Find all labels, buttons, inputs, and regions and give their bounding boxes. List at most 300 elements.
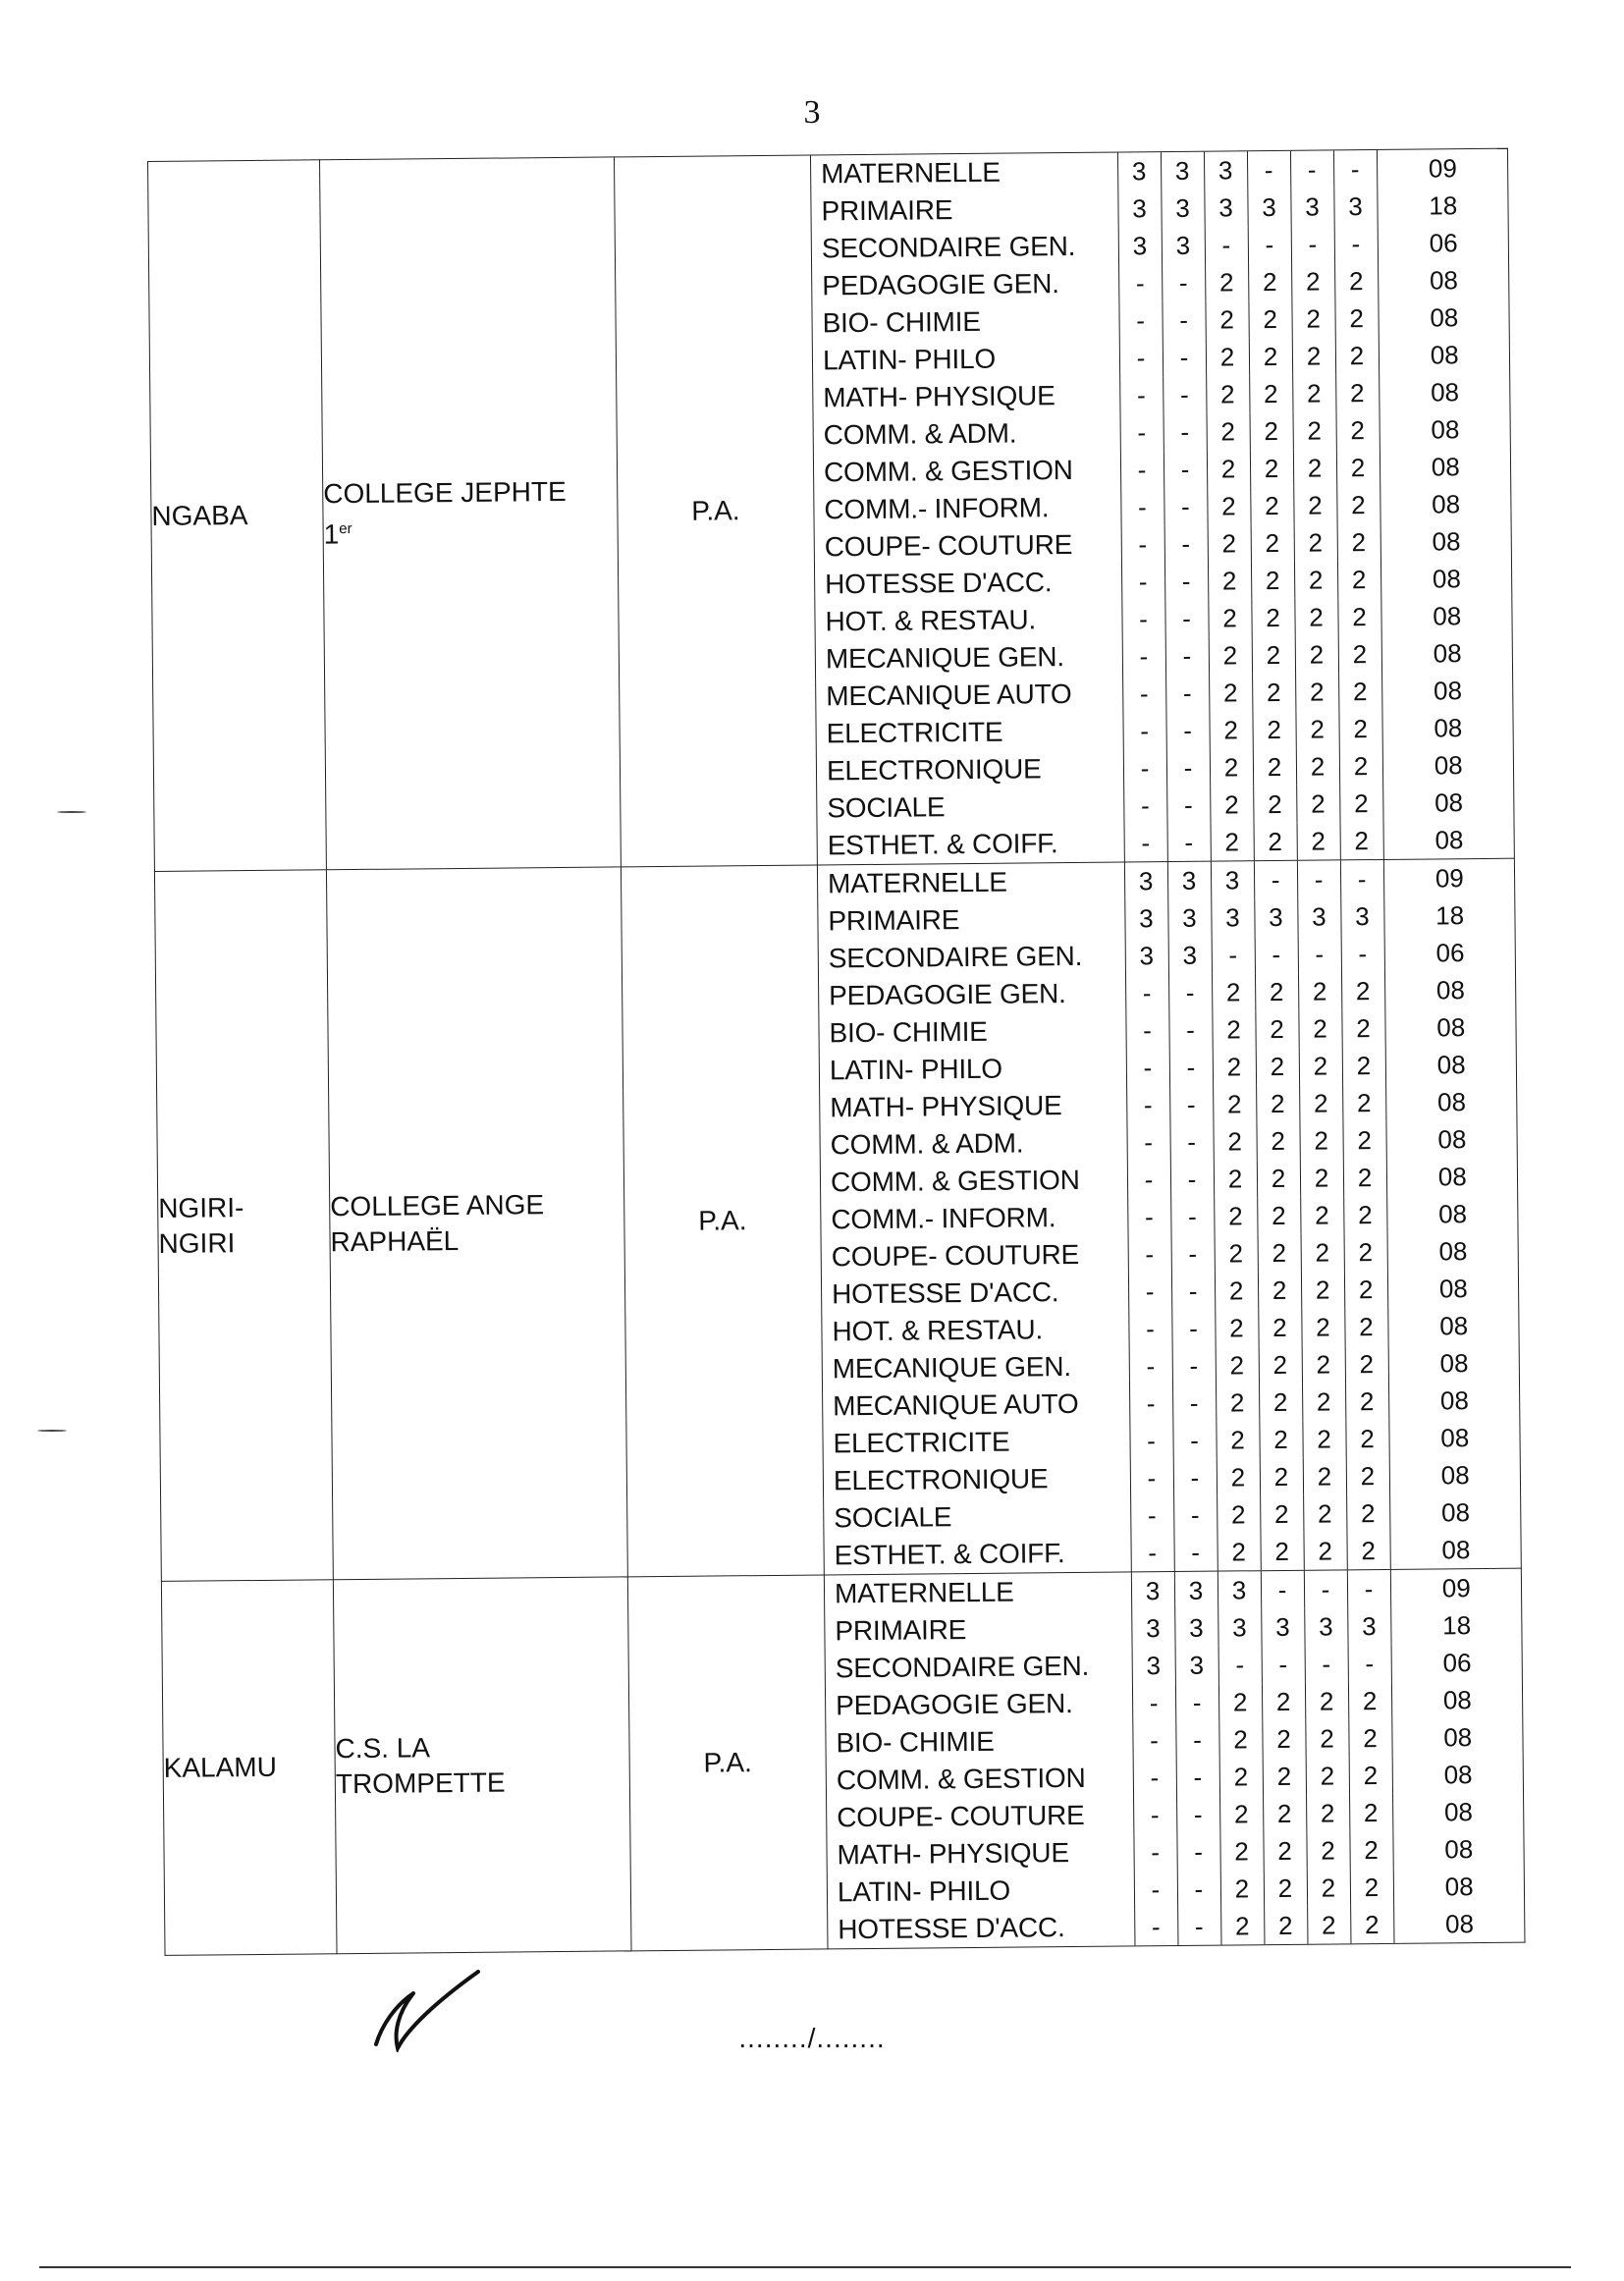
class-count: -: [1125, 1011, 1168, 1049]
option-name: COMM. & GESTION: [836, 1762, 1086, 1796]
class-count: 3: [1161, 152, 1204, 190]
class-count: -: [1173, 1459, 1217, 1496]
option-name: BIO- CHIMIE: [836, 1725, 995, 1759]
class-count: 2: [1345, 1345, 1388, 1383]
total-count: 08: [1381, 672, 1513, 710]
class-count: 3: [1161, 190, 1204, 227]
class-count: 2: [1208, 562, 1251, 599]
class-count: 3: [1167, 899, 1211, 937]
class-count: 2: [1294, 598, 1337, 635]
class-count: -: [1165, 637, 1209, 675]
commune-name: NGABA: [151, 500, 248, 531]
class-count: -: [1121, 525, 1164, 563]
total-count: 08: [1385, 1046, 1517, 1084]
class-count: -: [1164, 563, 1208, 600]
school-name-text: TROMPETTE: [335, 1766, 506, 1800]
class-count: 2: [1296, 747, 1339, 785]
class-count: 2: [1209, 636, 1252, 674]
class-count: -: [1248, 226, 1291, 263]
class-count: -: [1133, 1796, 1176, 1833]
option-name: MATERNELLE: [834, 1576, 1014, 1609]
total-count: 08: [1392, 1756, 1524, 1794]
total-count: 08: [1392, 1793, 1524, 1831]
total-count: 18: [1377, 187, 1508, 225]
class-count: -: [1340, 860, 1383, 897]
total-count: 09: [1390, 1569, 1522, 1607]
class-count: 2: [1214, 1197, 1257, 1234]
class-count: 2: [1253, 786, 1296, 823]
class-count: -: [1172, 1347, 1216, 1385]
class-count: 2: [1250, 412, 1293, 450]
class-count: -: [1127, 1161, 1170, 1198]
options-table: [811, 149, 1515, 865]
option-name: SECONDAIRE GEN.: [821, 230, 1076, 264]
option-name: MECANIQUE AUTO: [833, 1387, 1079, 1422]
class-count: -: [1118, 301, 1162, 339]
class-count: -: [1291, 225, 1334, 262]
option-name: ELECTRICITE: [833, 1426, 1010, 1459]
class-count: -: [1305, 1645, 1348, 1682]
class-count: -: [1175, 1721, 1218, 1759]
class-count: 2: [1338, 635, 1381, 673]
commune-cell: [148, 160, 327, 872]
class-count: 3: [1174, 1572, 1218, 1609]
class-count: 2: [1209, 674, 1252, 711]
option-name: ESTHET. & COIFF.: [827, 828, 1058, 861]
option-name: MATH- PHYSIQUE: [830, 1090, 1062, 1123]
class-count: -: [1122, 675, 1165, 712]
option-name: MATH- PHYSIQUE: [837, 1837, 1069, 1871]
class-count: 2: [1298, 1009, 1341, 1047]
option-name: SECONDAIRE GEN.: [828, 940, 1083, 974]
class-count: 3: [1247, 189, 1290, 226]
class-count: 2: [1303, 1494, 1346, 1532]
class-count: 2: [1348, 1719, 1391, 1757]
class-count: -: [1165, 712, 1209, 749]
class-count: 2: [1208, 524, 1251, 562]
options-cell: [810, 148, 1514, 865]
total-count: 08: [1378, 261, 1509, 299]
class-count: -: [1165, 675, 1209, 712]
class-count: 2: [1213, 1048, 1256, 1085]
class-count: -: [1175, 1684, 1218, 1721]
total-count: 06: [1391, 1644, 1523, 1682]
status-cell: [627, 1575, 828, 1951]
class-count: 2: [1219, 1832, 1263, 1870]
class-count: 2: [1349, 1831, 1392, 1869]
options-table: [825, 1569, 1526, 1949]
class-count: 2: [1341, 972, 1384, 1009]
class-count: 3: [1117, 190, 1161, 227]
class-count: 2: [1257, 1197, 1300, 1234]
total-count: 09: [1383, 859, 1515, 897]
class-count: 2: [1299, 1047, 1342, 1084]
commune-name: NGIRI-: [158, 1192, 244, 1223]
bottom-rule: [39, 2266, 1571, 2268]
class-count: 2: [1250, 487, 1293, 524]
option-name: PEDAGOGIE GEN.: [829, 978, 1066, 1011]
school-name-suffix: er: [339, 520, 352, 538]
class-count: 2: [1305, 1719, 1348, 1757]
option-name: ESTHET. & COIFF.: [834, 1538, 1065, 1571]
option-name: ELECTRONIQUE: [826, 753, 1042, 787]
class-count: -: [1171, 1310, 1215, 1347]
class-count: 2: [1260, 1495, 1303, 1533]
class-count: 2: [1218, 1683, 1262, 1720]
class-count: 2: [1307, 1906, 1350, 1943]
option-row: [828, 1905, 1525, 1949]
total-count: 08: [1387, 1270, 1519, 1308]
class-count: 2: [1299, 1121, 1342, 1159]
total-count: 08: [1380, 522, 1512, 561]
class-count: 3: [1211, 861, 1254, 898]
class-count: -: [1163, 339, 1206, 376]
class-count: 2: [1339, 747, 1382, 785]
total-count: 08: [1380, 485, 1511, 523]
class-count: 3: [1204, 151, 1247, 189]
option-name: MATH- PHYSIQUE: [823, 380, 1056, 413]
class-count: -: [1166, 749, 1210, 787]
class-count: -: [1172, 1385, 1216, 1422]
class-count: 2: [1259, 1346, 1302, 1384]
school-cell: [326, 867, 627, 1580]
option-name: HOT. & RESTAU.: [832, 1314, 1044, 1347]
class-count: 3: [1290, 188, 1333, 225]
class-count: 3: [1218, 1608, 1261, 1646]
total-count: 08: [1384, 971, 1516, 1009]
class-count: 2: [1217, 1495, 1260, 1533]
class-count: -: [1164, 600, 1208, 637]
class-count: -: [1347, 1570, 1390, 1607]
option-name: COMM. & GESTION: [823, 454, 1073, 488]
class-count: 2: [1213, 1122, 1256, 1160]
class-count: 2: [1301, 1308, 1344, 1345]
commune-cell: [154, 870, 333, 1582]
class-count: 2: [1298, 972, 1341, 1009]
total-count: 08: [1387, 1307, 1519, 1345]
class-count: -: [1261, 1571, 1304, 1608]
total-count: 08: [1393, 1868, 1525, 1906]
school-name-text: C.S. LA: [335, 1732, 431, 1765]
class-count: -: [1122, 637, 1165, 675]
class-count: -: [1212, 936, 1255, 973]
class-count: 2: [1301, 1271, 1344, 1308]
class-count: 3: [1347, 1607, 1390, 1645]
class-count: 2: [1212, 973, 1255, 1010]
total-count: 08: [1386, 1195, 1518, 1233]
class-count: -: [1348, 1645, 1391, 1682]
class-count: 2: [1220, 1907, 1264, 1944]
class-count: -: [1173, 1496, 1217, 1534]
class-count: 2: [1210, 786, 1253, 823]
class-count: 2: [1262, 1683, 1305, 1720]
class-count: -: [1205, 226, 1248, 263]
class-count: 2: [1251, 524, 1294, 562]
class-count: -: [1176, 1759, 1219, 1796]
class-count: 2: [1252, 711, 1295, 748]
option-name: COMM. & ADM.: [830, 1127, 1024, 1161]
class-count: -: [1125, 974, 1168, 1011]
class-count: -: [1176, 1796, 1219, 1833]
class-count: 2: [1206, 338, 1249, 375]
class-count: 3: [1175, 1647, 1218, 1684]
class-count: -: [1164, 525, 1208, 563]
total-count: 08: [1393, 1905, 1525, 1943]
class-count: 2: [1340, 822, 1383, 859]
class-count: 2: [1343, 1159, 1386, 1196]
options-table: [818, 859, 1522, 1575]
class-count: 3: [1218, 1571, 1261, 1608]
class-count: -: [1119, 376, 1163, 413]
option-name: MATERNELLE: [821, 156, 1001, 190]
total-count: 18: [1390, 1606, 1522, 1645]
status-label: P.A.: [698, 1205, 747, 1236]
class-count: 3: [1132, 1647, 1175, 1684]
class-count: -: [1120, 413, 1164, 451]
class-count: 2: [1207, 487, 1250, 524]
class-count: -: [1121, 563, 1164, 600]
class-count: 2: [1218, 1720, 1262, 1758]
class-count: -: [1164, 413, 1207, 451]
option-row: [818, 821, 1515, 865]
class-count: -: [1341, 935, 1384, 972]
class-count: 2: [1295, 673, 1338, 710]
option-name: COUPE- COUTURE: [837, 1799, 1085, 1833]
class-count: -: [1132, 1721, 1175, 1759]
class-count: 2: [1336, 411, 1380, 449]
school-name-text: 1: [323, 518, 340, 550]
class-count: 3: [1167, 862, 1211, 899]
option-name: COMM. & GESTION: [830, 1164, 1080, 1198]
class-count: 2: [1303, 1532, 1346, 1569]
class-count: 2: [1346, 1457, 1389, 1494]
options-cell: [824, 1568, 1525, 1949]
class-count: 2: [1342, 1047, 1385, 1084]
class-count: 2: [1294, 561, 1337, 598]
status-label: P.A.: [691, 495, 740, 526]
total-count: 08: [1380, 448, 1511, 486]
class-count: 2: [1291, 299, 1334, 337]
total-count: 08: [1389, 1456, 1521, 1494]
class-count: 2: [1255, 973, 1298, 1010]
class-count: 3: [1124, 862, 1167, 899]
class-count: 2: [1249, 338, 1292, 375]
class-count: 2: [1291, 262, 1334, 299]
option-name: SECONDAIRE GEN.: [835, 1650, 1090, 1684]
school-name: [330, 1186, 623, 1224]
class-count: 2: [1342, 1121, 1385, 1159]
class-count: 2: [1346, 1494, 1389, 1532]
class-count: 2: [1335, 374, 1379, 411]
class-count: 2: [1263, 1758, 1306, 1795]
class-count: 2: [1293, 449, 1336, 486]
option-row: [824, 1531, 1521, 1575]
class-count: 2: [1300, 1159, 1343, 1196]
class-count: 3: [1125, 937, 1168, 974]
class-count: 2: [1349, 1757, 1392, 1794]
class-count: 2: [1297, 822, 1340, 859]
class-count: 2: [1250, 450, 1293, 487]
class-count: 2: [1258, 1272, 1301, 1309]
option-name: LATIN- PHILO: [829, 1053, 1003, 1086]
class-count: 2: [1294, 523, 1337, 561]
option-name: PRIMAIRE: [835, 1614, 967, 1647]
total-count: 09: [1377, 149, 1508, 188]
class-count: 2: [1213, 1085, 1256, 1122]
total-count: 08: [1378, 299, 1509, 337]
class-count: -: [1297, 860, 1340, 897]
class-count: 2: [1344, 1308, 1387, 1345]
class-count: 2: [1344, 1271, 1387, 1308]
status-label: P.A.: [703, 1747, 752, 1778]
class-count: -: [1130, 1459, 1173, 1496]
total-count: 08: [1380, 597, 1512, 635]
school-cell: [319, 157, 621, 870]
class-count: 2: [1219, 1795, 1263, 1832]
class-count: -: [1133, 1833, 1176, 1871]
class-count: 2: [1251, 599, 1294, 636]
total-count: 08: [1392, 1830, 1524, 1869]
class-count: 2: [1205, 300, 1248, 338]
class-count: -: [1163, 376, 1206, 413]
class-count: 2: [1256, 1048, 1299, 1085]
total-count: 08: [1379, 336, 1510, 374]
class-count: -: [1177, 1871, 1220, 1908]
class-count: -: [1334, 225, 1378, 262]
option-name: BIO- CHIMIE: [829, 1015, 988, 1049]
total-count: 08: [1388, 1344, 1520, 1383]
total-count: 08: [1384, 1008, 1516, 1047]
class-count: 2: [1253, 748, 1296, 786]
class-count: 2: [1306, 1831, 1349, 1869]
class-count: 2: [1256, 1122, 1299, 1160]
option-name: SOCIALE: [834, 1501, 952, 1534]
class-count: 2: [1343, 1196, 1386, 1233]
option-name: SOCIALE: [827, 791, 946, 824]
class-count: -: [1123, 787, 1166, 824]
option-name: HOTESSE D'ACC.: [831, 1276, 1059, 1310]
class-count: 2: [1295, 710, 1338, 747]
class-count: -: [1128, 1273, 1171, 1310]
class-count: 2: [1210, 748, 1253, 786]
class-count: 2: [1350, 1869, 1393, 1906]
class-count: 2: [1263, 1832, 1306, 1870]
class-count: 2: [1260, 1533, 1303, 1570]
option-name: ELECTRICITE: [826, 716, 1003, 749]
class-count: 2: [1216, 1384, 1259, 1421]
class-count: 2: [1257, 1160, 1300, 1197]
school-name-text: COLLEGE JEPHTE: [323, 476, 567, 510]
class-count: -: [1128, 1235, 1171, 1273]
option-name: HOT. & RESTAU.: [825, 604, 1037, 637]
class-count: 2: [1346, 1532, 1389, 1569]
continuation-marker: ......../........: [738, 2023, 886, 2053]
class-count: 2: [1206, 375, 1249, 412]
class-count: 2: [1217, 1533, 1260, 1570]
class-count: -: [1169, 1123, 1213, 1161]
class-count: 2: [1339, 785, 1382, 822]
class-count: 2: [1293, 411, 1336, 449]
commune-name: NGIRI: [158, 1227, 236, 1259]
total-count: 08: [1386, 1158, 1518, 1196]
class-count: -: [1120, 488, 1164, 525]
class-count: -: [1130, 1496, 1173, 1534]
school-cell: [333, 1577, 631, 1954]
class-count: 2: [1293, 486, 1336, 523]
class-count: -: [1169, 1049, 1213, 1086]
class-count: -: [1290, 150, 1333, 188]
class-count: -: [1255, 936, 1298, 973]
total-count: 08: [1381, 709, 1513, 747]
option-name: COMM. & ADM.: [823, 417, 1017, 451]
class-count: -: [1134, 1908, 1177, 1945]
class-count: 3: [1168, 937, 1212, 974]
option-name: ELECTRONIQUE: [833, 1463, 1049, 1496]
class-count: 2: [1255, 1010, 1298, 1048]
total-count: 08: [1382, 784, 1514, 822]
class-count: 2: [1302, 1420, 1345, 1457]
total-count: 08: [1380, 410, 1511, 449]
school-name: [323, 510, 617, 553]
class-count: 2: [1334, 299, 1378, 337]
total-count: 06: [1384, 934, 1516, 972]
class-count: 2: [1307, 1869, 1350, 1906]
school-name: [323, 474, 617, 513]
class-count: -: [1167, 824, 1211, 861]
class-count: -: [1128, 1310, 1171, 1347]
total-count: 06: [1378, 224, 1509, 262]
status-cell: [614, 155, 817, 867]
class-count: 2: [1214, 1160, 1257, 1197]
class-count: -: [1134, 1871, 1177, 1908]
class-count: 2: [1338, 673, 1381, 710]
class-count: 2: [1248, 263, 1291, 300]
option-name: LATIN- PHILO: [837, 1874, 1011, 1908]
class-count: 2: [1303, 1457, 1346, 1494]
class-count: 2: [1264, 1907, 1307, 1944]
option-name: HOTESSE D'ACC.: [825, 567, 1053, 600]
class-count: 2: [1300, 1196, 1343, 1233]
total-count: 08: [1388, 1382, 1520, 1420]
option-name: PRIMAIRE: [821, 194, 953, 227]
class-count: -: [1127, 1198, 1170, 1235]
school-name-text: COLLEGE ANGE: [330, 1189, 545, 1222]
options-cell: [817, 858, 1521, 1575]
class-count: -: [1170, 1198, 1214, 1235]
option-name: LATIN- PHILO: [822, 343, 997, 376]
class-count: 3: [1211, 898, 1254, 936]
class-count: 2: [1209, 711, 1252, 748]
class-count: 2: [1306, 1757, 1349, 1794]
option-name: COMM.- INFORM.: [824, 492, 1050, 525]
class-count: -: [1126, 1086, 1169, 1123]
class-count: 2: [1207, 450, 1250, 487]
class-count: -: [1133, 1759, 1176, 1796]
class-count: 2: [1208, 599, 1251, 636]
class-count: -: [1126, 1123, 1169, 1161]
class-count: -: [1168, 1011, 1212, 1049]
class-count: -: [1172, 1422, 1216, 1459]
class-count: -: [1130, 1534, 1173, 1571]
class-count: 2: [1217, 1458, 1260, 1495]
class-count: 3: [1124, 899, 1167, 937]
class-count: -: [1298, 935, 1341, 972]
class-count: 2: [1336, 486, 1380, 523]
option-name: COUPE- COUTURE: [824, 528, 1073, 563]
total-count: 18: [1383, 896, 1515, 935]
class-count: 2: [1338, 710, 1381, 747]
class-count: 3: [1254, 898, 1297, 936]
